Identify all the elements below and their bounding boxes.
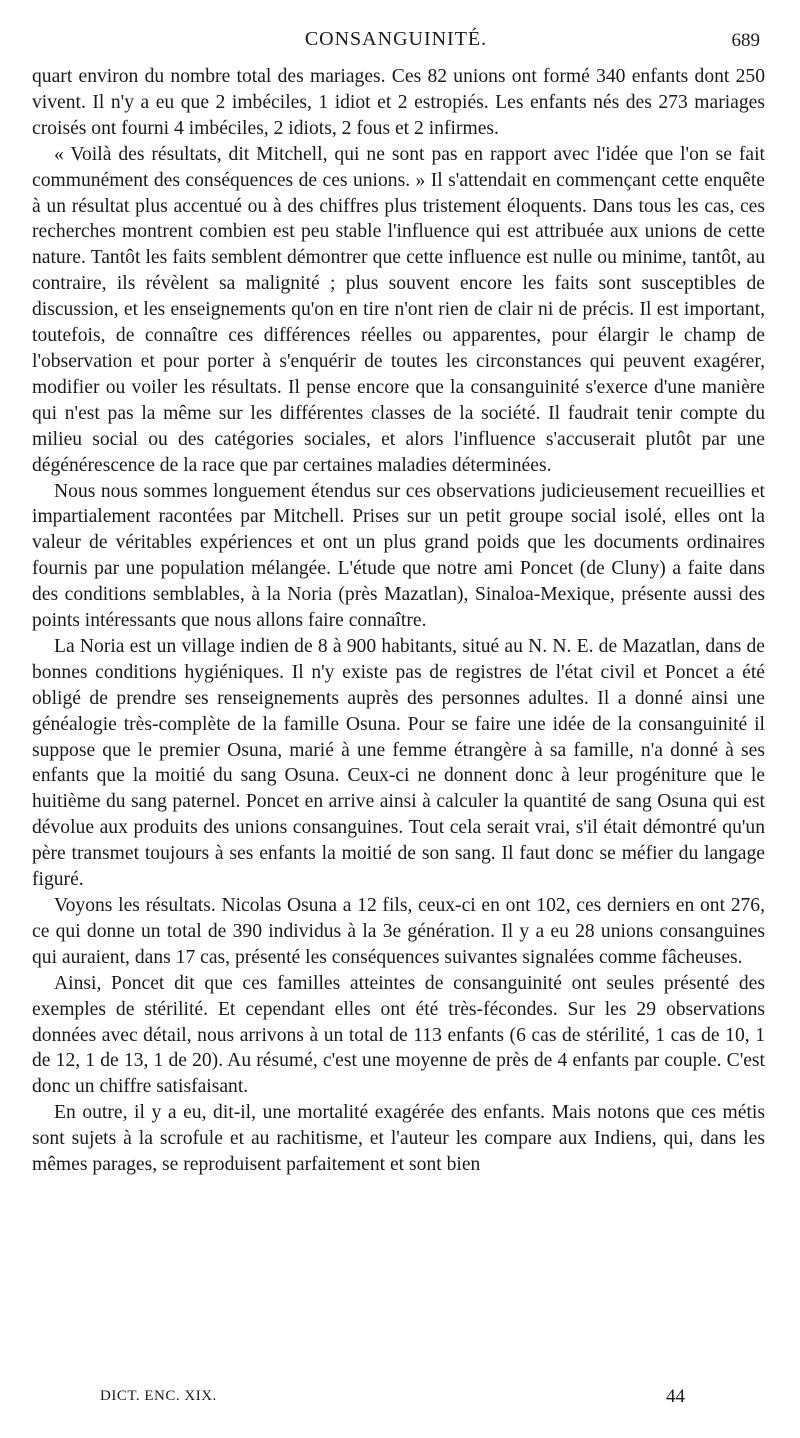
paragraph-5: Voyons les résultats. Nicolas Osuna a 12 fils, ceux-ci en ont 102, ces derniers en ont 276, ce qui donne un total de 390 individus à la 3e génération. Il y a eu 28 unions consanguines qui auraient, dans 17 cas, présenté les conséquences suivantes signalées comme fâcheuses.	[32, 895, 765, 968]
paragraph-1: quart environ du nombre total des mariages. Ces 82 unions ont formé 340 enfants dont 250 vivent. Il n'y a eu que 2 imbéciles, 1 idiot et 2 estropiés. Les enfants nés des 273 mariages croisés ont fourni 4 imbéciles, 2 idiots, 2 fous et 2 infirmes.	[32, 66, 765, 139]
body-text	[32, 64, 765, 1178]
page-number: 689	[731, 30, 760, 51]
paragraph-7: En outre, il y a eu, dit-il, une mortalité exagérée des enfants. Mais notons que ces métis sont sujets à la scrofule et au rachitisme, et l'auteur les compare aux Indiens, qui, dans les mêmes parages, se reproduisent parfaitement et sont bien	[32, 1102, 765, 1176]
paragraph-4: La Noria est un village indien de 8 à 900 habitants, situé au N. N. E. de Mazatlan, dans de bonnes conditions hygiéniques. Il n'y existe pas de registres de l'état civil et Poncet a été obligé de prendre ses renseignements auprès des personnes adultes. Il a donné ainsi une généalogie très-complète de la famille Osuna. Pour se faire une idée de la consanguinité il suppose que le premier Osuna, marié à une femme étrangère à sa famille, n'a donné à ses enfants que la moitié du sang Osuna. Ceux-ci ne donnent donc à leur progéniture que le huitième du sang paternel. Poncet en arrive ainsi à calculer la quantité de sang Osuna qui est dévolue aux produits des unions consanguines. Tout cela serait vrai, s'il était démontré qu'un père transmet toujours à ses enfants la moitié de son sang. Il faut donc se méfier du langage figuré.	[32, 635, 765, 891]
running-head: CONSANGUINITÉ.	[304, 28, 488, 50]
page-footer	[100, 1384, 700, 1414]
paragraph-3: Nous nous sommes longuement étendus sur ces observations judicieusement recueillies et impartialement racontées par Mitchell. Prises sur un petit groupe social isolé, elles ont la valeur de véritables expériences et ont un plus grand poids que les documents ordinaires fournis par une population mélangée. L'étude que notre ami Poncet (de Cluny) a faite dans des conditions semblables, à la Noria (près Mazatlan), Sinaloa-Mexique, présente aussi des points intéressants que nous allons faire connaître.	[32, 480, 765, 632]
page-header	[32, 26, 760, 56]
sheet-number: 44	[666, 1386, 685, 1407]
paragraph-6: Ainsi, Poncet dit que ces familles atteintes de consanguinité ont seules présenté des exemples de stérilité. Et cependant elles ont été très-fécondes. Sur les 29 observations données avec détail, nous arrivons à un total de 113 enfants (6 cas de stérilité, 1 cas de 10, 1 de 12, 1 de 13, 1 de 20). Au résumé, c'est une moyenne de près de 4 enfants par couple. C'est donc un chiffre satisfaisant.	[32, 972, 765, 1098]
paragraph-2: « Voilà des résultats, dit Mitchell, qui ne sont pas en rapport avec l'idée que l'on se fait communément des conséquences de ces unions. » Il s'attendait en commençant cette enquête à un résultat plus accentué ou à des chiffres plus tristement éloquents. Dans tous les cas, ces recherches montrent combien est peu stable l'influence qui est attribuée aux unions de cette nature. Tantôt les faits semblent démontrer que cette influence est nulle ou minime, tantôt, au contraire, ils révèlent sa malignité ; plus souvent encore les faits sont susceptibles de discussion, et les enseignements qu'on en tire n'ont rien de clair ni de précis. Il est important, toutefois, de connaître ces différences réelles ou apparentes, pour élargir le champ de l'observation et pour porter à s'enquérir de toutes les circonstances qui peuvent exagérer, modifier ou voiler les résultats. Il pense encore que la consanguinité s'exerce d'une manière qui n'est pas la même sur les différentes classes de la société. Il faudrait tenir compte du milieu social ou des catégories sociales, et alors l'influence s'accuserait plutôt par une dégénérescence de la race que par certaines maladies déterminées.	[32, 143, 765, 476]
signature-mark: DICT. ENC. XIX.	[100, 1388, 217, 1404]
